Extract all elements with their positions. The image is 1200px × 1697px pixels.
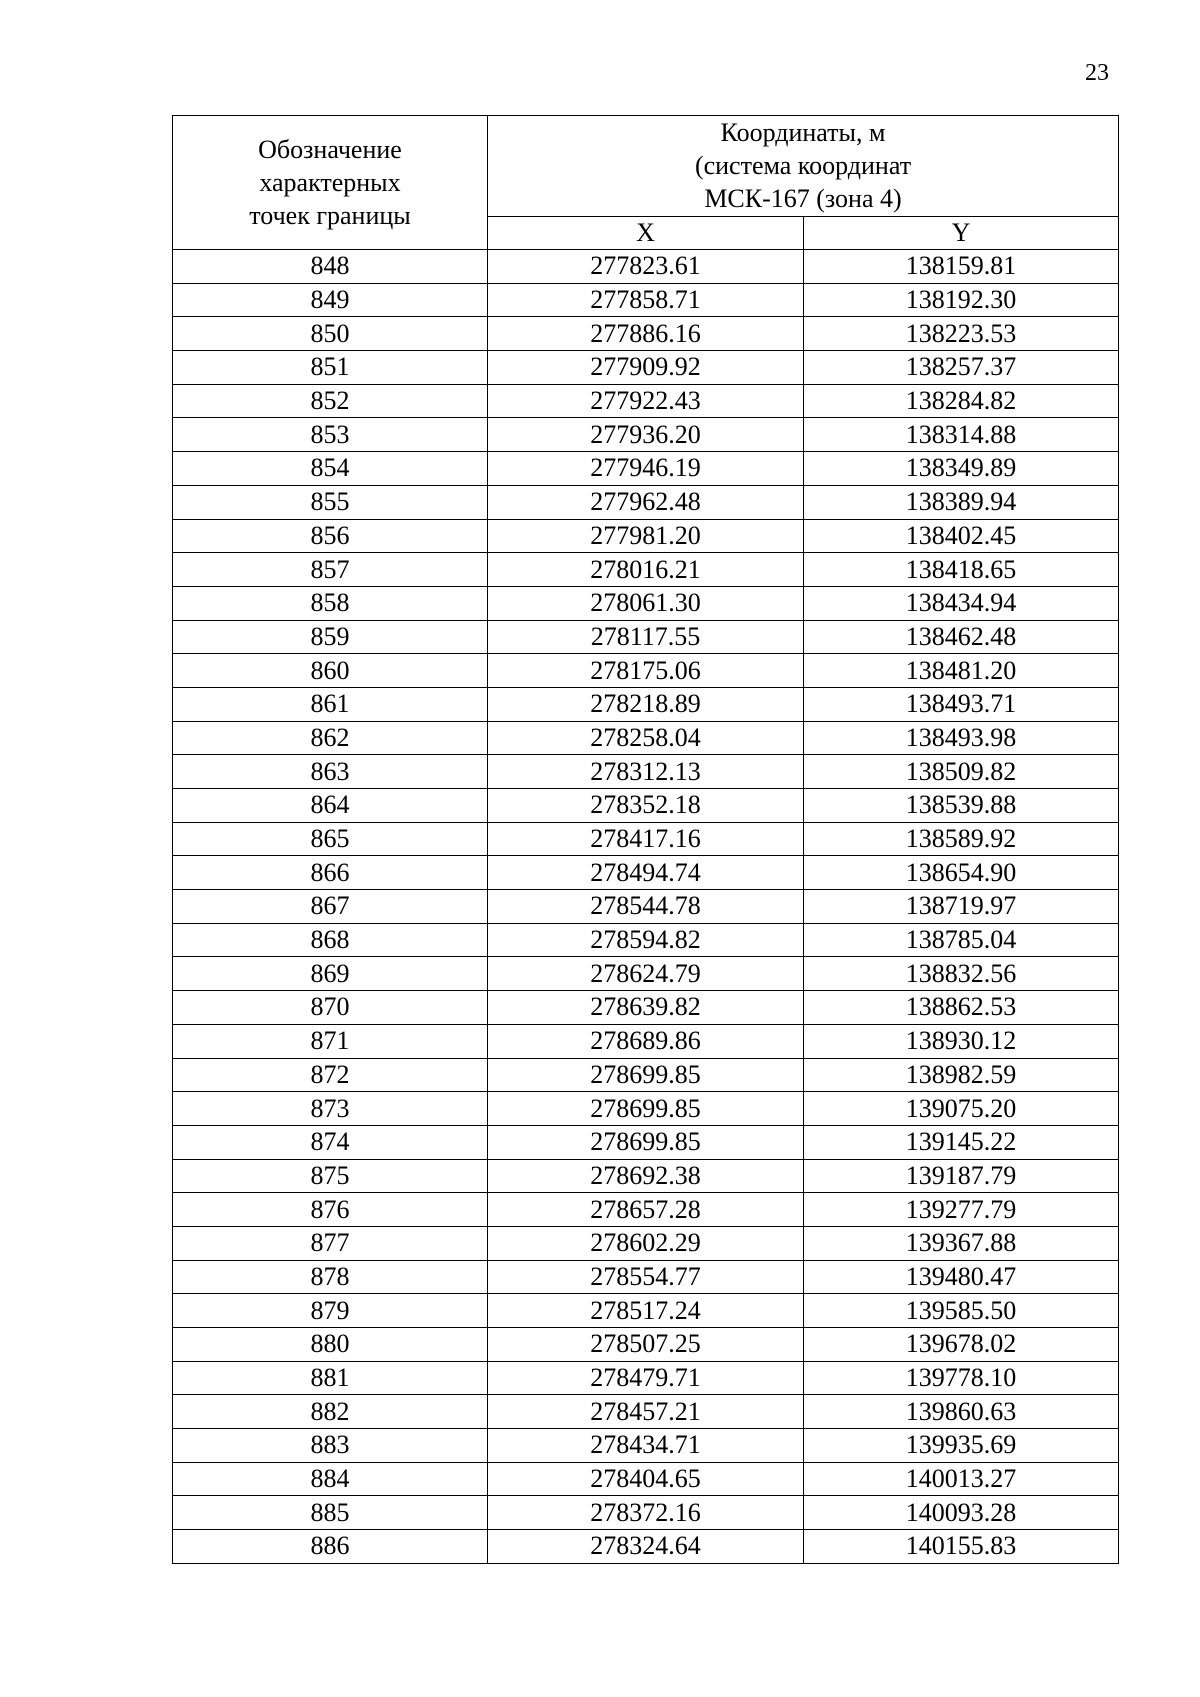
y-coordinate-cell: 138719.97	[804, 890, 1119, 924]
y-coordinate-cell: 140093.28	[804, 1496, 1119, 1530]
point-header-line: точек границы	[249, 201, 411, 230]
table-row	[173, 1395, 1119, 1429]
table-row	[173, 418, 1119, 452]
y-coordinate-cell: 139187.79	[804, 1159, 1119, 1193]
y-coordinate-cell: 139145.22	[804, 1125, 1119, 1159]
y-coordinate-cell: 138493.71	[804, 687, 1119, 721]
table-row	[173, 1530, 1119, 1564]
table-row	[173, 1429, 1119, 1463]
table-row	[173, 1260, 1119, 1294]
x-coordinate-cell: 278434.71	[488, 1429, 804, 1463]
table-row	[173, 1328, 1119, 1362]
x-coordinate-cell: 278517.24	[488, 1294, 804, 1328]
x-coordinate-cell: 278479.71	[488, 1361, 804, 1395]
y-coordinate-cell: 139678.02	[804, 1328, 1119, 1362]
point-header-line: характерных	[259, 168, 401, 197]
table-row	[173, 1024, 1119, 1058]
point-cell: 870	[173, 991, 488, 1025]
table-row	[173, 452, 1119, 486]
point-cell: 851	[173, 351, 488, 385]
table-row	[173, 721, 1119, 755]
x-coordinate-cell: 278494.74	[488, 856, 804, 890]
point-cell: 876	[173, 1193, 488, 1227]
x-coordinate-cell: 278457.21	[488, 1395, 804, 1429]
page-number: 23	[1085, 60, 1109, 86]
coordinates-header	[488, 116, 1119, 217]
point-cell: 868	[173, 923, 488, 957]
table-row	[173, 351, 1119, 385]
x-coordinate-cell: 278258.04	[488, 721, 804, 755]
point-cell: 873	[173, 1092, 488, 1126]
y-coordinate-cell: 139480.47	[804, 1260, 1119, 1294]
point-cell: 881	[173, 1361, 488, 1395]
y-coordinate-cell: 138930.12	[804, 1024, 1119, 1058]
y-coordinate-cell: 140155.83	[804, 1530, 1119, 1564]
point-cell: 863	[173, 755, 488, 789]
y-column-header: Y	[804, 216, 1119, 249]
point-cell: 849	[173, 283, 488, 317]
y-coordinate-cell: 138349.89	[804, 452, 1119, 486]
x-coordinate-cell: 278639.82	[488, 991, 804, 1025]
point-cell: 852	[173, 384, 488, 418]
table-row	[173, 586, 1119, 620]
y-coordinate-cell: 138862.53	[804, 991, 1119, 1025]
table-row	[173, 519, 1119, 553]
x-coordinate-cell: 278692.38	[488, 1159, 804, 1193]
y-coordinate-cell: 139277.79	[804, 1193, 1119, 1227]
x-coordinate-cell: 278372.16	[488, 1496, 804, 1530]
y-coordinate-cell: 139935.69	[804, 1429, 1119, 1463]
x-coordinate-cell: 278699.85	[488, 1058, 804, 1092]
coordinates-table	[172, 115, 1119, 1564]
point-cell: 872	[173, 1058, 488, 1092]
x-coordinate-cell: 278624.79	[488, 957, 804, 991]
x-coordinate-cell: 278324.64	[488, 1530, 804, 1564]
y-coordinate-cell: 138159.81	[804, 250, 1119, 284]
table-row	[173, 317, 1119, 351]
table-header	[173, 116, 1119, 250]
y-coordinate-cell: 139778.10	[804, 1361, 1119, 1395]
y-coordinate-cell: 140013.27	[804, 1462, 1119, 1496]
table-row	[173, 485, 1119, 519]
x-coordinate-cell: 277981.20	[488, 519, 804, 553]
table-row	[173, 890, 1119, 924]
x-coordinate-cell: 278657.28	[488, 1193, 804, 1227]
table-row	[173, 1058, 1119, 1092]
point-cell: 871	[173, 1024, 488, 1058]
point-cell: 874	[173, 1125, 488, 1159]
point-cell: 884	[173, 1462, 488, 1496]
x-column-header: X	[488, 216, 804, 249]
table-body	[173, 250, 1119, 1564]
point-cell: 850	[173, 317, 488, 351]
table-row	[173, 957, 1119, 991]
x-coordinate-cell: 278352.18	[488, 789, 804, 823]
x-coordinate-cell: 278699.85	[488, 1092, 804, 1126]
x-coordinate-cell: 278689.86	[488, 1024, 804, 1058]
y-coordinate-cell: 138223.53	[804, 317, 1119, 351]
x-coordinate-cell: 278218.89	[488, 687, 804, 721]
y-coordinate-cell: 139585.50	[804, 1294, 1119, 1328]
table-row	[173, 789, 1119, 823]
table-row	[173, 1361, 1119, 1395]
y-coordinate-cell: 139860.63	[804, 1395, 1119, 1429]
x-coordinate-cell: 277886.16	[488, 317, 804, 351]
x-coordinate-cell: 277946.19	[488, 452, 804, 486]
table-row	[173, 654, 1119, 688]
y-coordinate-cell: 138785.04	[804, 923, 1119, 957]
table-row	[173, 250, 1119, 284]
point-cell: 883	[173, 1429, 488, 1463]
table-row	[173, 991, 1119, 1025]
x-coordinate-cell: 278507.25	[488, 1328, 804, 1362]
coords-header-line: Координаты, м	[720, 118, 886, 147]
x-coordinate-cell: 277962.48	[488, 485, 804, 519]
x-coordinate-cell: 278175.06	[488, 654, 804, 688]
point-cell: 862	[173, 721, 488, 755]
table-row	[173, 1496, 1119, 1530]
y-coordinate-cell: 138402.45	[804, 519, 1119, 553]
y-coordinate-cell: 138589.92	[804, 822, 1119, 856]
y-coordinate-cell: 139367.88	[804, 1226, 1119, 1260]
point-cell: 856	[173, 519, 488, 553]
point-cell: 879	[173, 1294, 488, 1328]
table-row	[173, 1159, 1119, 1193]
y-coordinate-cell: 138192.30	[804, 283, 1119, 317]
table-row	[173, 687, 1119, 721]
point-cell: 848	[173, 250, 488, 284]
point-cell: 855	[173, 485, 488, 519]
point-cell: 859	[173, 620, 488, 654]
table-row	[173, 1294, 1119, 1328]
point-cell: 882	[173, 1395, 488, 1429]
y-coordinate-cell: 138832.56	[804, 957, 1119, 991]
table-row	[173, 283, 1119, 317]
y-coordinate-cell: 138389.94	[804, 485, 1119, 519]
x-coordinate-cell: 278404.65	[488, 1462, 804, 1496]
y-coordinate-cell: 138284.82	[804, 384, 1119, 418]
table-row	[173, 923, 1119, 957]
y-coordinate-cell: 138654.90	[804, 856, 1119, 890]
table-row	[173, 856, 1119, 890]
x-coordinate-cell: 277909.92	[488, 351, 804, 385]
y-coordinate-cell: 138314.88	[804, 418, 1119, 452]
table-row	[173, 620, 1119, 654]
y-coordinate-cell: 138257.37	[804, 351, 1119, 385]
table-row	[173, 1226, 1119, 1260]
point-cell: 853	[173, 418, 488, 452]
x-coordinate-cell: 278602.29	[488, 1226, 804, 1260]
x-coordinate-cell: 278061.30	[488, 586, 804, 620]
table-row	[173, 1092, 1119, 1126]
table-row	[173, 553, 1119, 587]
point-cell: 867	[173, 890, 488, 924]
point-cell: 878	[173, 1260, 488, 1294]
point-cell: 858	[173, 586, 488, 620]
y-coordinate-cell: 138481.20	[804, 654, 1119, 688]
x-coordinate-cell: 277858.71	[488, 283, 804, 317]
point-cell: 860	[173, 654, 488, 688]
y-coordinate-cell: 138982.59	[804, 1058, 1119, 1092]
x-coordinate-cell: 278544.78	[488, 890, 804, 924]
point-cell: 861	[173, 687, 488, 721]
x-coordinate-cell: 278117.55	[488, 620, 804, 654]
point-cell: 869	[173, 957, 488, 991]
table-row	[173, 755, 1119, 789]
x-coordinate-cell: 277936.20	[488, 418, 804, 452]
point-cell: 864	[173, 789, 488, 823]
x-coordinate-cell: 278016.21	[488, 553, 804, 587]
point-cell: 865	[173, 822, 488, 856]
y-coordinate-cell: 138434.94	[804, 586, 1119, 620]
x-coordinate-cell: 277922.43	[488, 384, 804, 418]
point-cell: 875	[173, 1159, 488, 1193]
y-coordinate-cell: 139075.20	[804, 1092, 1119, 1126]
table-row	[173, 822, 1119, 856]
table-row	[173, 1193, 1119, 1227]
y-coordinate-cell: 138509.82	[804, 755, 1119, 789]
point-cell: 886	[173, 1530, 488, 1564]
point-cell: 866	[173, 856, 488, 890]
y-coordinate-cell: 138539.88	[804, 789, 1119, 823]
coords-header-line: МСК-167 (зона 4)	[704, 184, 902, 213]
coords-header-line: (система координат	[694, 151, 912, 180]
table-row	[173, 1462, 1119, 1496]
y-coordinate-cell: 138493.98	[804, 721, 1119, 755]
x-coordinate-cell: 278699.85	[488, 1125, 804, 1159]
table-row	[173, 384, 1119, 418]
x-coordinate-cell: 278417.16	[488, 822, 804, 856]
y-coordinate-cell: 138418.65	[804, 553, 1119, 587]
x-coordinate-cell: 277823.61	[488, 250, 804, 284]
x-coordinate-cell: 278554.77	[488, 1260, 804, 1294]
x-coordinate-cell: 278594.82	[488, 923, 804, 957]
y-coordinate-cell: 138462.48	[804, 620, 1119, 654]
point-cell: 877	[173, 1226, 488, 1260]
point-header-line: Обозначение	[258, 135, 402, 164]
point-cell: 854	[173, 452, 488, 486]
table-row	[173, 1125, 1119, 1159]
point-cell: 885	[173, 1496, 488, 1530]
point-cell: 880	[173, 1328, 488, 1362]
point-cell: 857	[173, 553, 488, 587]
point-designation-header	[173, 116, 488, 250]
x-coordinate-cell: 278312.13	[488, 755, 804, 789]
